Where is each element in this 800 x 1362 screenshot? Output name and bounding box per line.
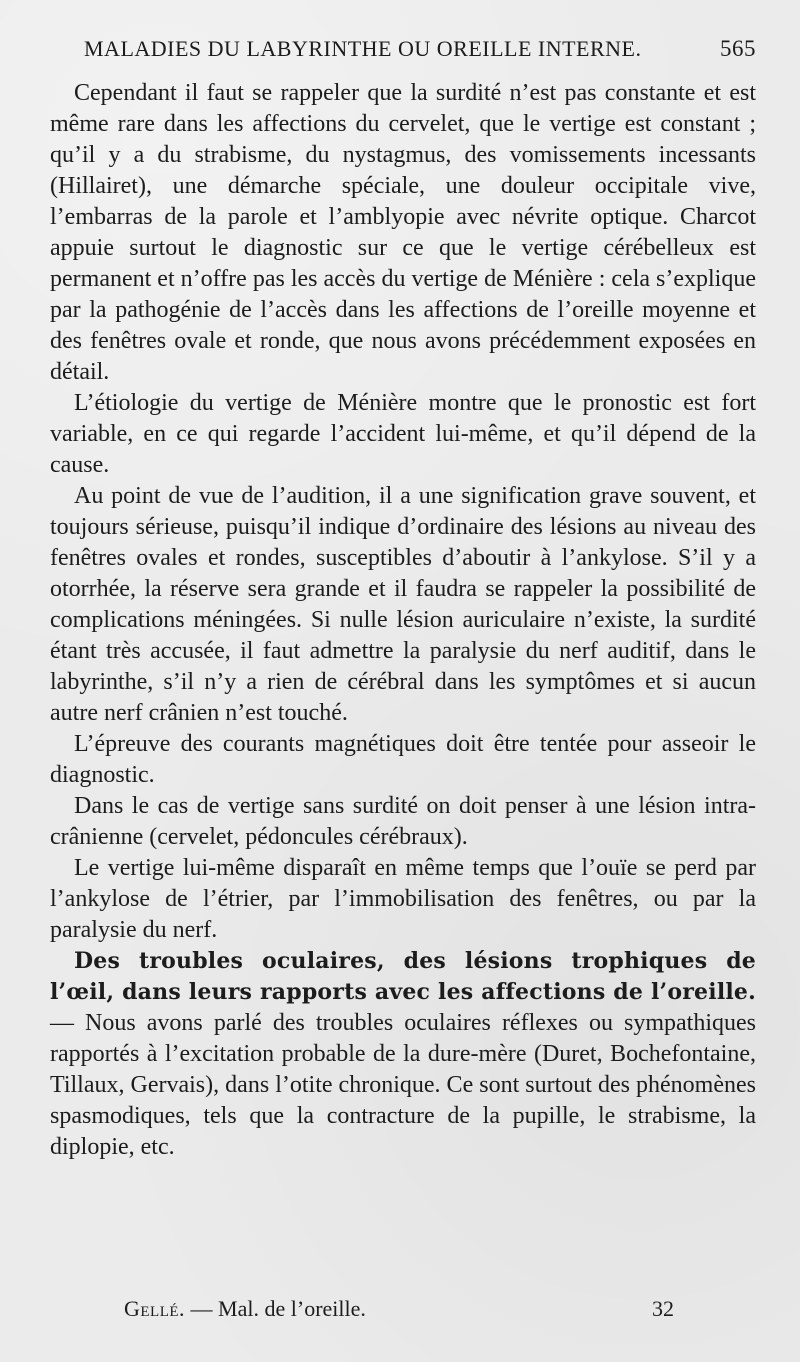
paragraph-3: Au point de vue de l’audition, il a une signification grave souvent, et toujours sérieuse, puisqu’il indique d’ordinaire des lésions au niveau des fenêtres ovales et rondes, susceptibles d’aboutir à l’ankylose. S’il y a otorrhée, la réserve sera grande et il faudra se rappeler la possibilité de complications méningées. Si nulle lésion auriculaire n’existe, la surdité étant très accusée, il faut admettre la paralysie du nerf auditif, dans le labyrinthe, s’il n’y a rien de cérébral dans les symptômes et si aucun autre nerf crânien n’est touché. [50,483,756,726]
footer-work: — Mal. de l’oreille. [185,1296,366,1321]
paragraph-2: L’étiologie du vertige de Ménière montre que le pronostic est fort variable, en ce qui regarde l’accident lui-même, et qu’il dépend de la cause. [50,390,756,478]
running-header [84,36,756,62]
running-title: MALADIES DU LABYRINTHE OU OREILLE INTERNE. [84,36,642,61]
body-text [50,78,756,1163]
section-heading: Des troubles oculaires, des lésions trophiques de l’œil, dans leurs rapports avec les affections de l’oreille. [50,948,756,1005]
footer-author: Gellé. [124,1296,186,1321]
page-footer [0,1296,800,1322]
paragraph-5: Dans le cas de vertige sans surdité on doit penser à une lésion intra-crânienne (cervelet, pédoncules cérébraux). [50,793,756,850]
footer-reference [124,1296,366,1322]
page-number: 565 [720,36,756,61]
paragraph-6: Le vertige lui-même disparaît en même temps que l’ouïe se perd par l’ankylose de l’étrier, par l’immobilisation des fenêtres, ou par la paralysie du nerf. [50,855,756,943]
paragraph-1: Cependant il faut se rappeler que la surdité n’est pas constante et est même rare dans les affections du cervelet, que le vertige est constant ; qu’il y a du strabisme, du nystagmus, des vomissements incessants (Hillairet), une démarche spéciale, une douleur occipitale vive, l’embarras de la parole et l’amblyopie avec névrite optique. Charcot appuie surtout le diagnostic sur ce que le vertige cérébelleux est permanent et n’offre pas les accès du vertige de Ménière : cela s’explique par la pathogénie de l’accès dans les affections de l’oreille moyenne et des fenêtres ovale et ronde, que nous avons précédemment exposées en détail. [50,80,756,385]
signature-mark: 32 [652,1296,674,1321]
section-text: — Nous avons parlé des troubles oculaires réflexes ou sympathiques rapportés à l’excitation probable de la dure-mère (Duret, Bochefontaine, Tillaux, Gervais), dans l’otite chronique. Ce sont surtout des phénomènes spasmodiques, tels que la contracture de la pupille, le strabisme, la diplopie, etc. [50,1010,756,1160]
paragraph-4: L’épreuve des courants magnétiques doit être tentée pour asseoir le diagnostic. [50,731,756,788]
section-paragraph [50,946,756,1163]
